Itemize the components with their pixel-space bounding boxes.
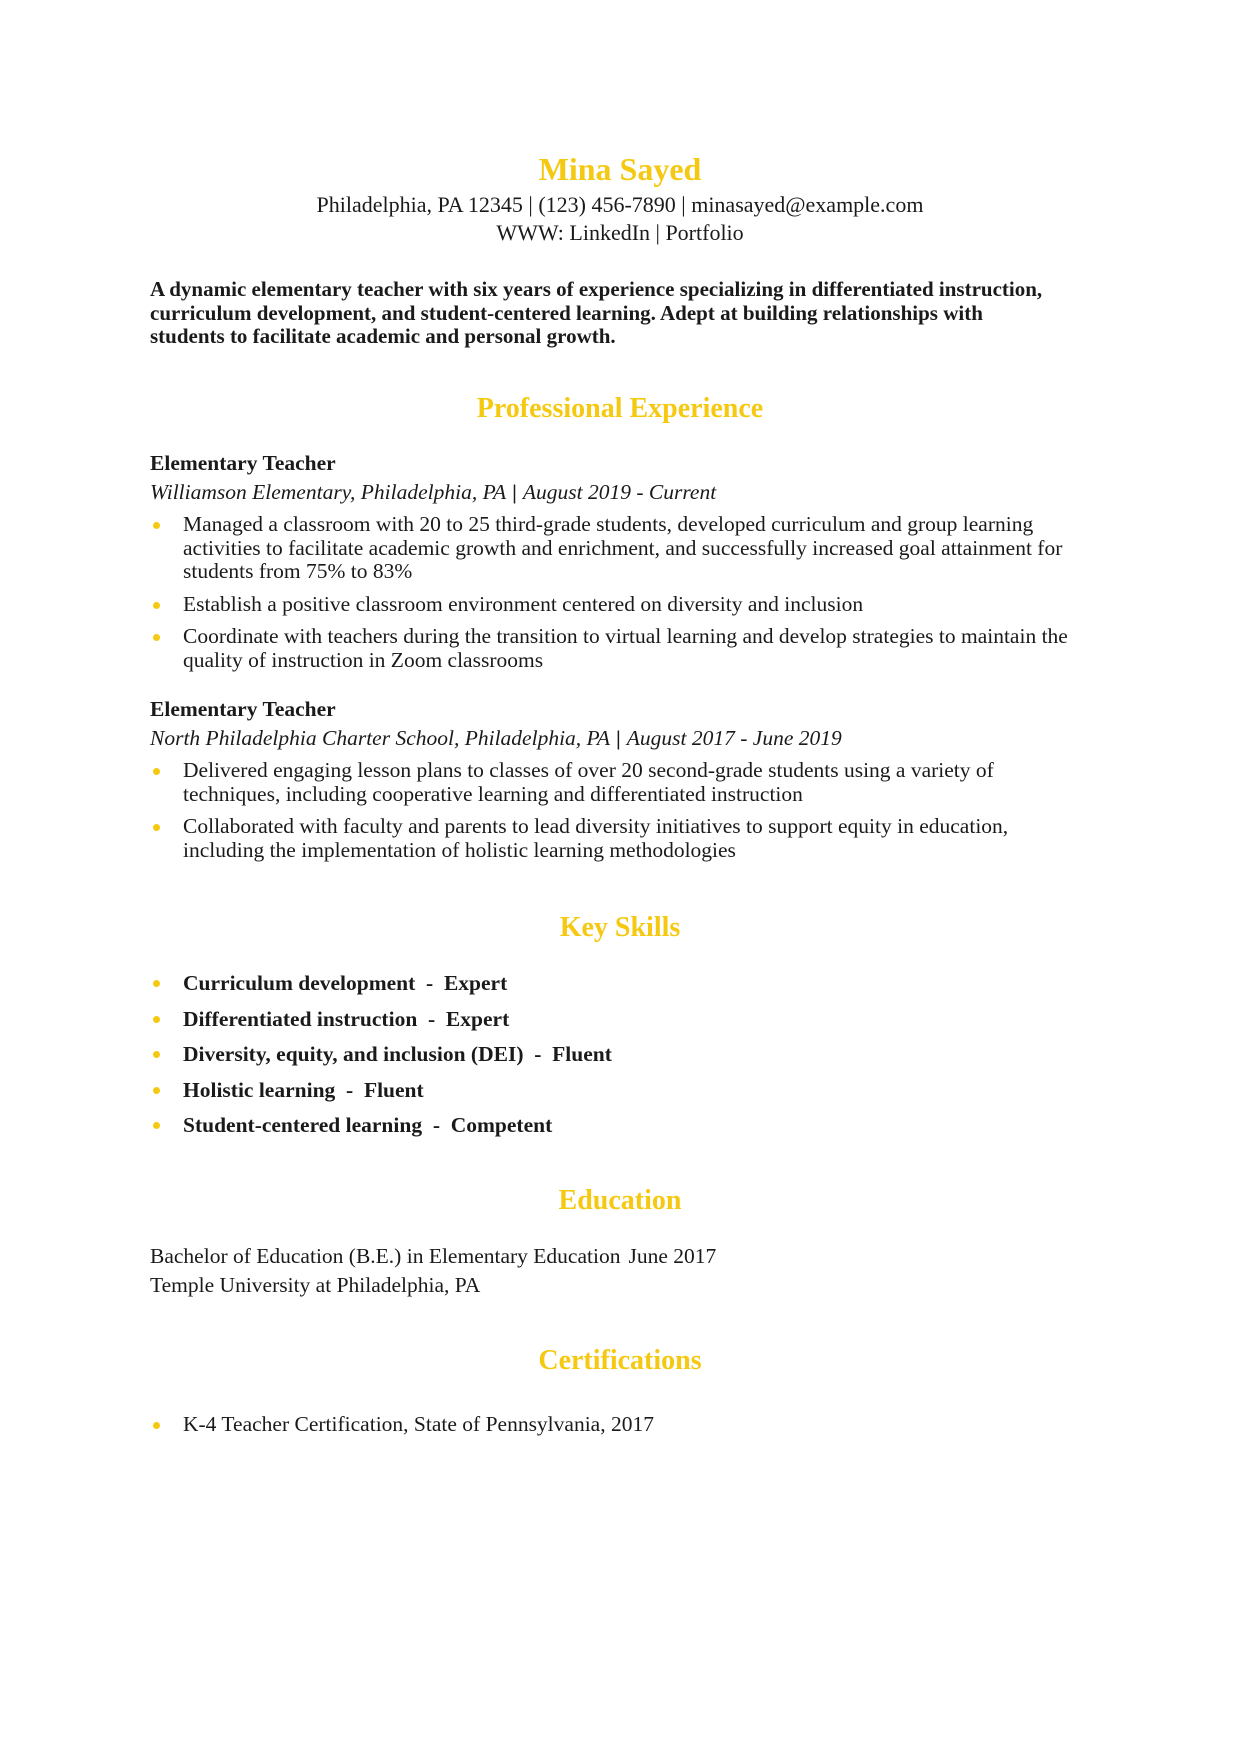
job-meta-separator: | <box>512 480 517 504</box>
section-title-skills: Key Skills <box>559 912 681 943</box>
list-item <box>150 625 1090 672</box>
bullet-icon <box>153 522 160 529</box>
bullet-text: Delivered engaging lesson plans to classes of over 20 second-grade students using a variety of techniques, including cooperative learning and differentiated instruction <box>183 758 994 806</box>
job-meta <box>150 478 716 506</box>
bullet-icon <box>153 768 160 775</box>
job-employer: Williamson Elementary, Philadelphia, PA <box>150 480 507 504</box>
education-school: Temple University at Philadelphia, PA <box>150 1273 481 1297</box>
bullet-text: Coordinate with teachers during the transition to virtual learning and develop strategies to maintain the quality of instruction in Zoom classrooms <box>183 624 1068 672</box>
professional-summary: A dynamic elementary teacher with six years of experience specializing in differentiated instruction, curriculum development, and student-centered learning. Adept at building relationships with students to facilitate academic and personal growth. <box>150 277 1043 348</box>
job-bullet-list <box>150 513 1090 672</box>
job-meta-separator: | <box>616 726 621 750</box>
bullet-text: Managed a classroom with 20 to 25 third-grade students, developed curriculum and group learning activities to facilitate academic growth and enrichment, and successfully increased goal attainment for students from 75% to 83% <box>183 512 1063 583</box>
job-bullet-list <box>150 759 1090 862</box>
bullet-text: Collaborated with faculty and parents to lead diversity initiatives to support equity in education, including the implementation of holistic learning methodologies <box>183 814 1009 862</box>
bullet-icon <box>153 1122 160 1129</box>
section-title-experience: Professional Experience <box>476 393 764 424</box>
education-degree: Bachelor of Education (B.E.) in Elementary Education <box>150 1244 621 1268</box>
bullet-icon <box>153 1087 160 1094</box>
list-item <box>150 1413 1090 1437</box>
list-item <box>150 1073 1090 1109</box>
bullet-icon <box>153 980 160 987</box>
bullet-text: Establish a positive classroom environment centered on diversity and inclusion <box>183 591 864 616</box>
list-item <box>150 966 1090 1002</box>
candidate-name: Mina Sayed <box>538 151 702 187</box>
certifications-list <box>150 1413 1090 1437</box>
skill-text: Diversity, equity, and inclusion (DEI) - Fluent <box>183 1042 612 1066</box>
section-title-education: Education <box>558 1185 682 1216</box>
list-item <box>150 759 1090 806</box>
list-item <box>150 513 1090 584</box>
job-dates: August 2017 - June 2019 <box>626 726 842 750</box>
bullet-icon <box>153 1016 160 1023</box>
web-links-line: WWW: LinkedIn | Portfolio <box>496 220 744 245</box>
bullet-icon <box>153 1051 160 1058</box>
certification-text: K-4 Teacher Certification, State of Pennsylvania, 2017 <box>183 1412 654 1436</box>
list-item <box>150 593 1090 617</box>
bullet-icon <box>153 824 160 831</box>
list-item <box>150 1108 1090 1144</box>
skill-text: Curriculum development - Expert <box>183 971 508 995</box>
list-item <box>150 815 1090 862</box>
list-item <box>150 1002 1090 1038</box>
bullet-icon <box>153 602 160 609</box>
bullet-icon <box>153 634 160 641</box>
education-degree-line <box>150 1242 716 1270</box>
contact-line: Philadelphia, PA 12345 | (123) 456-7890 | minasayed@example.com <box>316 192 924 217</box>
skill-text: Student-centered learning - Competent <box>183 1113 553 1137</box>
list-item <box>150 1037 1090 1073</box>
skill-text: Differentiated instruction - Expert <box>183 1006 510 1031</box>
skill-text: Holistic learning - Fluent <box>183 1077 424 1102</box>
job-title: Elementary Teacher <box>150 697 336 721</box>
job-employer: North Philadelphia Charter School, Philadelphia, PA <box>150 726 611 750</box>
job-meta <box>150 724 842 752</box>
section-title-certifications: Certifications <box>538 1345 702 1376</box>
job-dates: August 2019 - Current <box>522 480 717 504</box>
job-title: Elementary Teacher <box>150 451 336 475</box>
bullet-icon <box>153 1422 160 1429</box>
skills-list <box>150 966 1090 1144</box>
education-date: June 2017 <box>628 1244 717 1268</box>
